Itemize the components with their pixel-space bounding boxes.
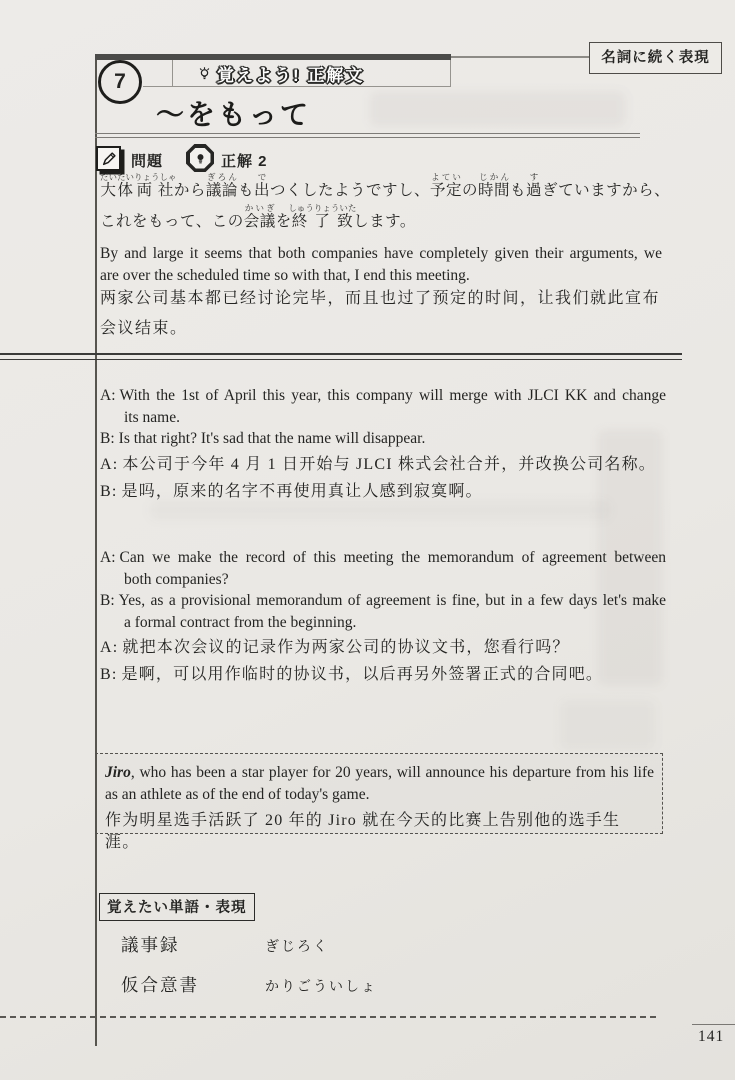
grammar-title: 〜をもって — [156, 100, 312, 131]
speaker-prefix: B: — [100, 482, 118, 500]
speaker-prefix: A: — [100, 639, 119, 656]
left-margin-rule — [95, 54, 97, 1046]
note-english-line-2: as an athlete as of the end of today's game. — [105, 785, 370, 803]
answer-label: 正解 2 — [221, 153, 268, 170]
example-chinese-line-1: 两家公司基本都已经讨论完毕，而且也过了预定的时间，让我们就此宣布 — [100, 290, 661, 307]
item-number-badge: 7 — [98, 60, 142, 104]
note-box — [95, 753, 663, 851]
note-chinese-line: 作为明星选手活跃了 20 年的 Jiro 就在今天的比赛上告别他的选手生涯。 — [105, 812, 621, 851]
dialogue-line: B: Is that right? It's sad that the name will disappear. — [100, 430, 426, 447]
speaker-prefix: A: — [100, 455, 119, 473]
dialogue-line: A: With the 1st of April this year, this company will merge with JLCI KK and change — [100, 387, 666, 404]
note-english-line-1 — [105, 762, 654, 784]
speaker-prefix: B: — [100, 430, 115, 447]
dialogue-line: its name. — [124, 408, 180, 426]
speaker-prefix: B: — [100, 592, 115, 609]
dialogue-line: B: Yes, as a provisional memorandum of agreement is fine, but in a few days let's make — [100, 592, 666, 609]
page-number: 141 — [698, 1028, 725, 1045]
example-chinese-line-2: 会议结束。 — [100, 320, 188, 337]
note-english-line-1-rest: , who has been a star player for 20 years, will announce his departure from his life — [130, 764, 654, 781]
dialogue-line: A: 就把本次会议的记录作为两家公司的协议文书，您看行吗？ — [100, 639, 570, 656]
tag-connector-line — [451, 56, 589, 58]
dialogue-line: both companies? — [124, 570, 229, 588]
speaker-prefix: B: — [100, 666, 118, 683]
vocab-word: 議事録 — [121, 935, 180, 955]
page-number-rule — [692, 1024, 735, 1025]
section-divider — [0, 353, 682, 360]
speaker-prefix: A: — [100, 549, 116, 566]
question-label: 問題 — [131, 153, 164, 170]
lightbulb-glyph — [190, 148, 211, 169]
scan-bleed-artifact — [560, 700, 655, 750]
example-english-line-1: By and large it seems that both companies have completely given their arguments, we — [100, 245, 662, 262]
category-tag: 名詞に続く表現 — [589, 42, 722, 74]
dialogue-line: B: 是啊，可以用作临时的协议书，以后再另外签署正式的合同吧。 — [100, 666, 604, 683]
scan-bleed-artifact — [370, 92, 625, 126]
vocab-section-title: 覚えたい単語・表現 — [99, 893, 255, 921]
speaker-prefix: A: — [100, 387, 116, 404]
vocab-reading: かりごういしょ — [265, 980, 377, 995]
dialogue-line: a formal contract from the beginning. — [124, 613, 357, 631]
title-divider — [95, 133, 640, 138]
dialogue-block-2 — [100, 547, 666, 687]
vocab-reading: ぎじろく — [265, 940, 329, 955]
dialogue-line: A: Can we make the record of this meeting the memorandum of agreement between — [100, 549, 666, 566]
example-english-line-2: are over the scheduled time so with that, I end this meeting. — [100, 267, 470, 284]
lightbulb-octagon-icon — [186, 144, 214, 172]
dialogue-line: B: 是吗，原来的名字不再使用真让人感到寂寞啊。 — [100, 482, 483, 500]
vocab-word: 仮合意書 — [121, 975, 199, 995]
dialogue-line: A: 本公司于今年 4 月 1 日开始与 JLCI 株式会社合并，并改换公司名称。 — [100, 455, 657, 473]
banner-title: 覚えよう! 正解文 — [217, 65, 365, 85]
person-name: Jiro — [105, 764, 131, 781]
example-japanese-line-1: 大体だいたい両社りょうしゃから議論ぎろんも出でつくしたようですし、予定よていの時間じかんも過すぎていますから、 — [100, 172, 671, 199]
banner-underline — [143, 86, 451, 87]
section-banner — [172, 60, 451, 86]
example-japanese-line-2: これをもって、この会議かいぎを終了致しゅうりょういたします。 — [100, 203, 416, 230]
dialogue-block-1 — [100, 385, 666, 504]
pencil-icon — [96, 146, 121, 171]
page-cut-line — [0, 1016, 656, 1018]
lightbulb-icon — [197, 66, 212, 81]
